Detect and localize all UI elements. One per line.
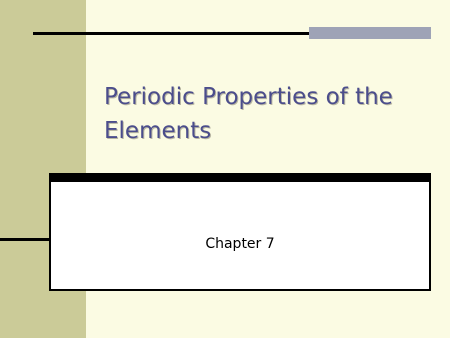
top-divider-line [33, 32, 309, 35]
left-divider-line [0, 238, 50, 241]
top-accent-bar [309, 27, 431, 39]
subtitle-box [49, 173, 431, 291]
slide-subtitle: Chapter 7 [205, 236, 275, 252]
slide-title: Periodic Properties of the Elements [104, 84, 393, 144]
